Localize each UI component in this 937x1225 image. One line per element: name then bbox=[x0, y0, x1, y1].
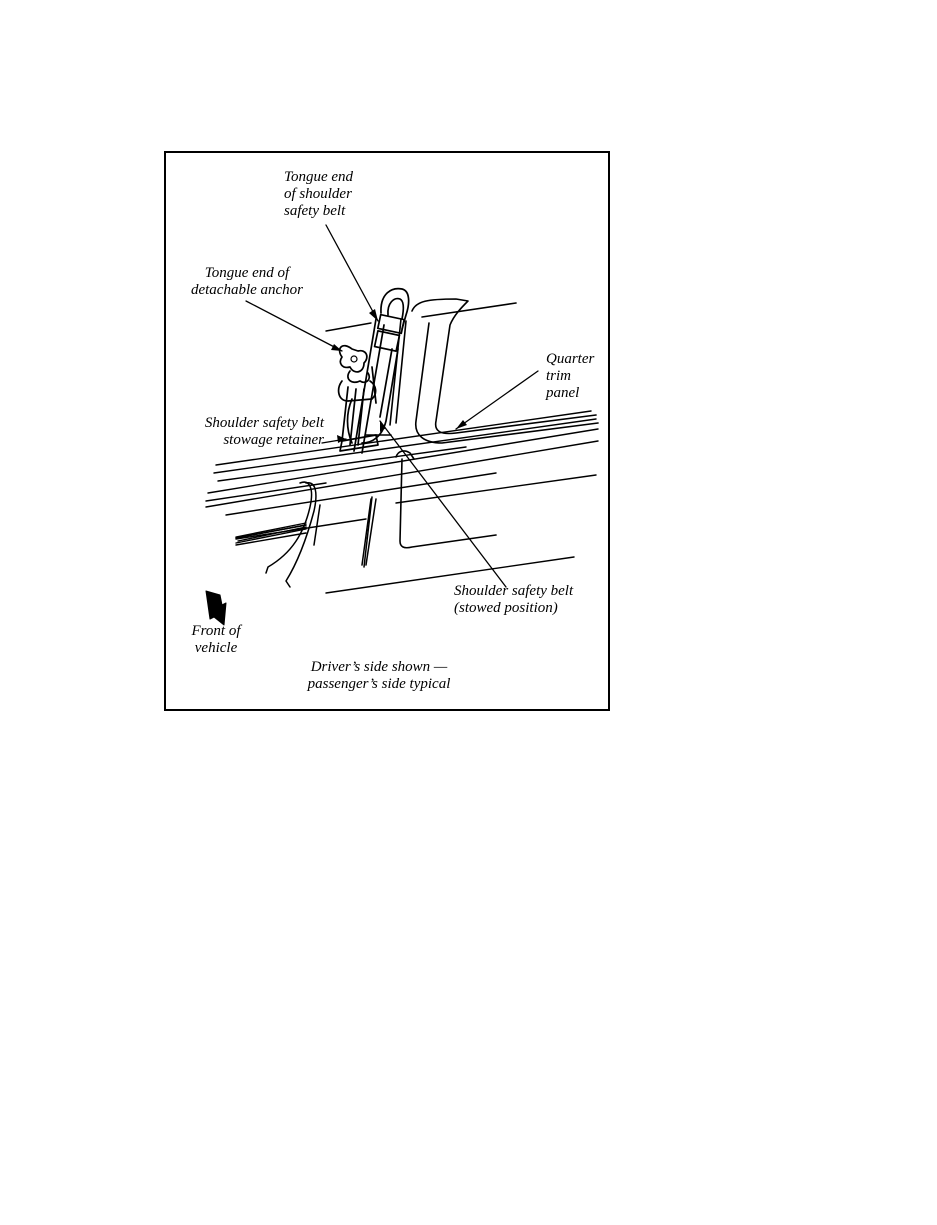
callout-front-of-vehicle: Front of vehicle bbox=[191, 623, 241, 656]
leader-tongue-shoulder-belt bbox=[326, 225, 378, 321]
callout-quarter-trim-panel: Quarter trim panel bbox=[546, 351, 595, 401]
callout-stowed-position: Shoulder safety belt (stowed position) bbox=[454, 583, 574, 616]
leader-stowed-position bbox=[380, 421, 506, 587]
figure-frame bbox=[164, 151, 610, 711]
door-edge-lines bbox=[266, 482, 376, 587]
leader-detachable-anchor bbox=[246, 301, 342, 351]
leader-arrowheads bbox=[331, 309, 467, 443]
front-arrow-icon bbox=[206, 591, 226, 625]
callout-tongue-end-detachable-anchor: Tongue end of detachable anchor bbox=[190, 265, 304, 298]
callout-tongue-end-shoulder-belt: Tongue end of shoulder safety belt bbox=[284, 169, 354, 219]
callout-drivers-side-note: Driver’s side shown — passenger’s side typical bbox=[307, 659, 451, 692]
callout-stowage-retainer: Shoulder safety belt stowage retainer bbox=[204, 415, 324, 448]
